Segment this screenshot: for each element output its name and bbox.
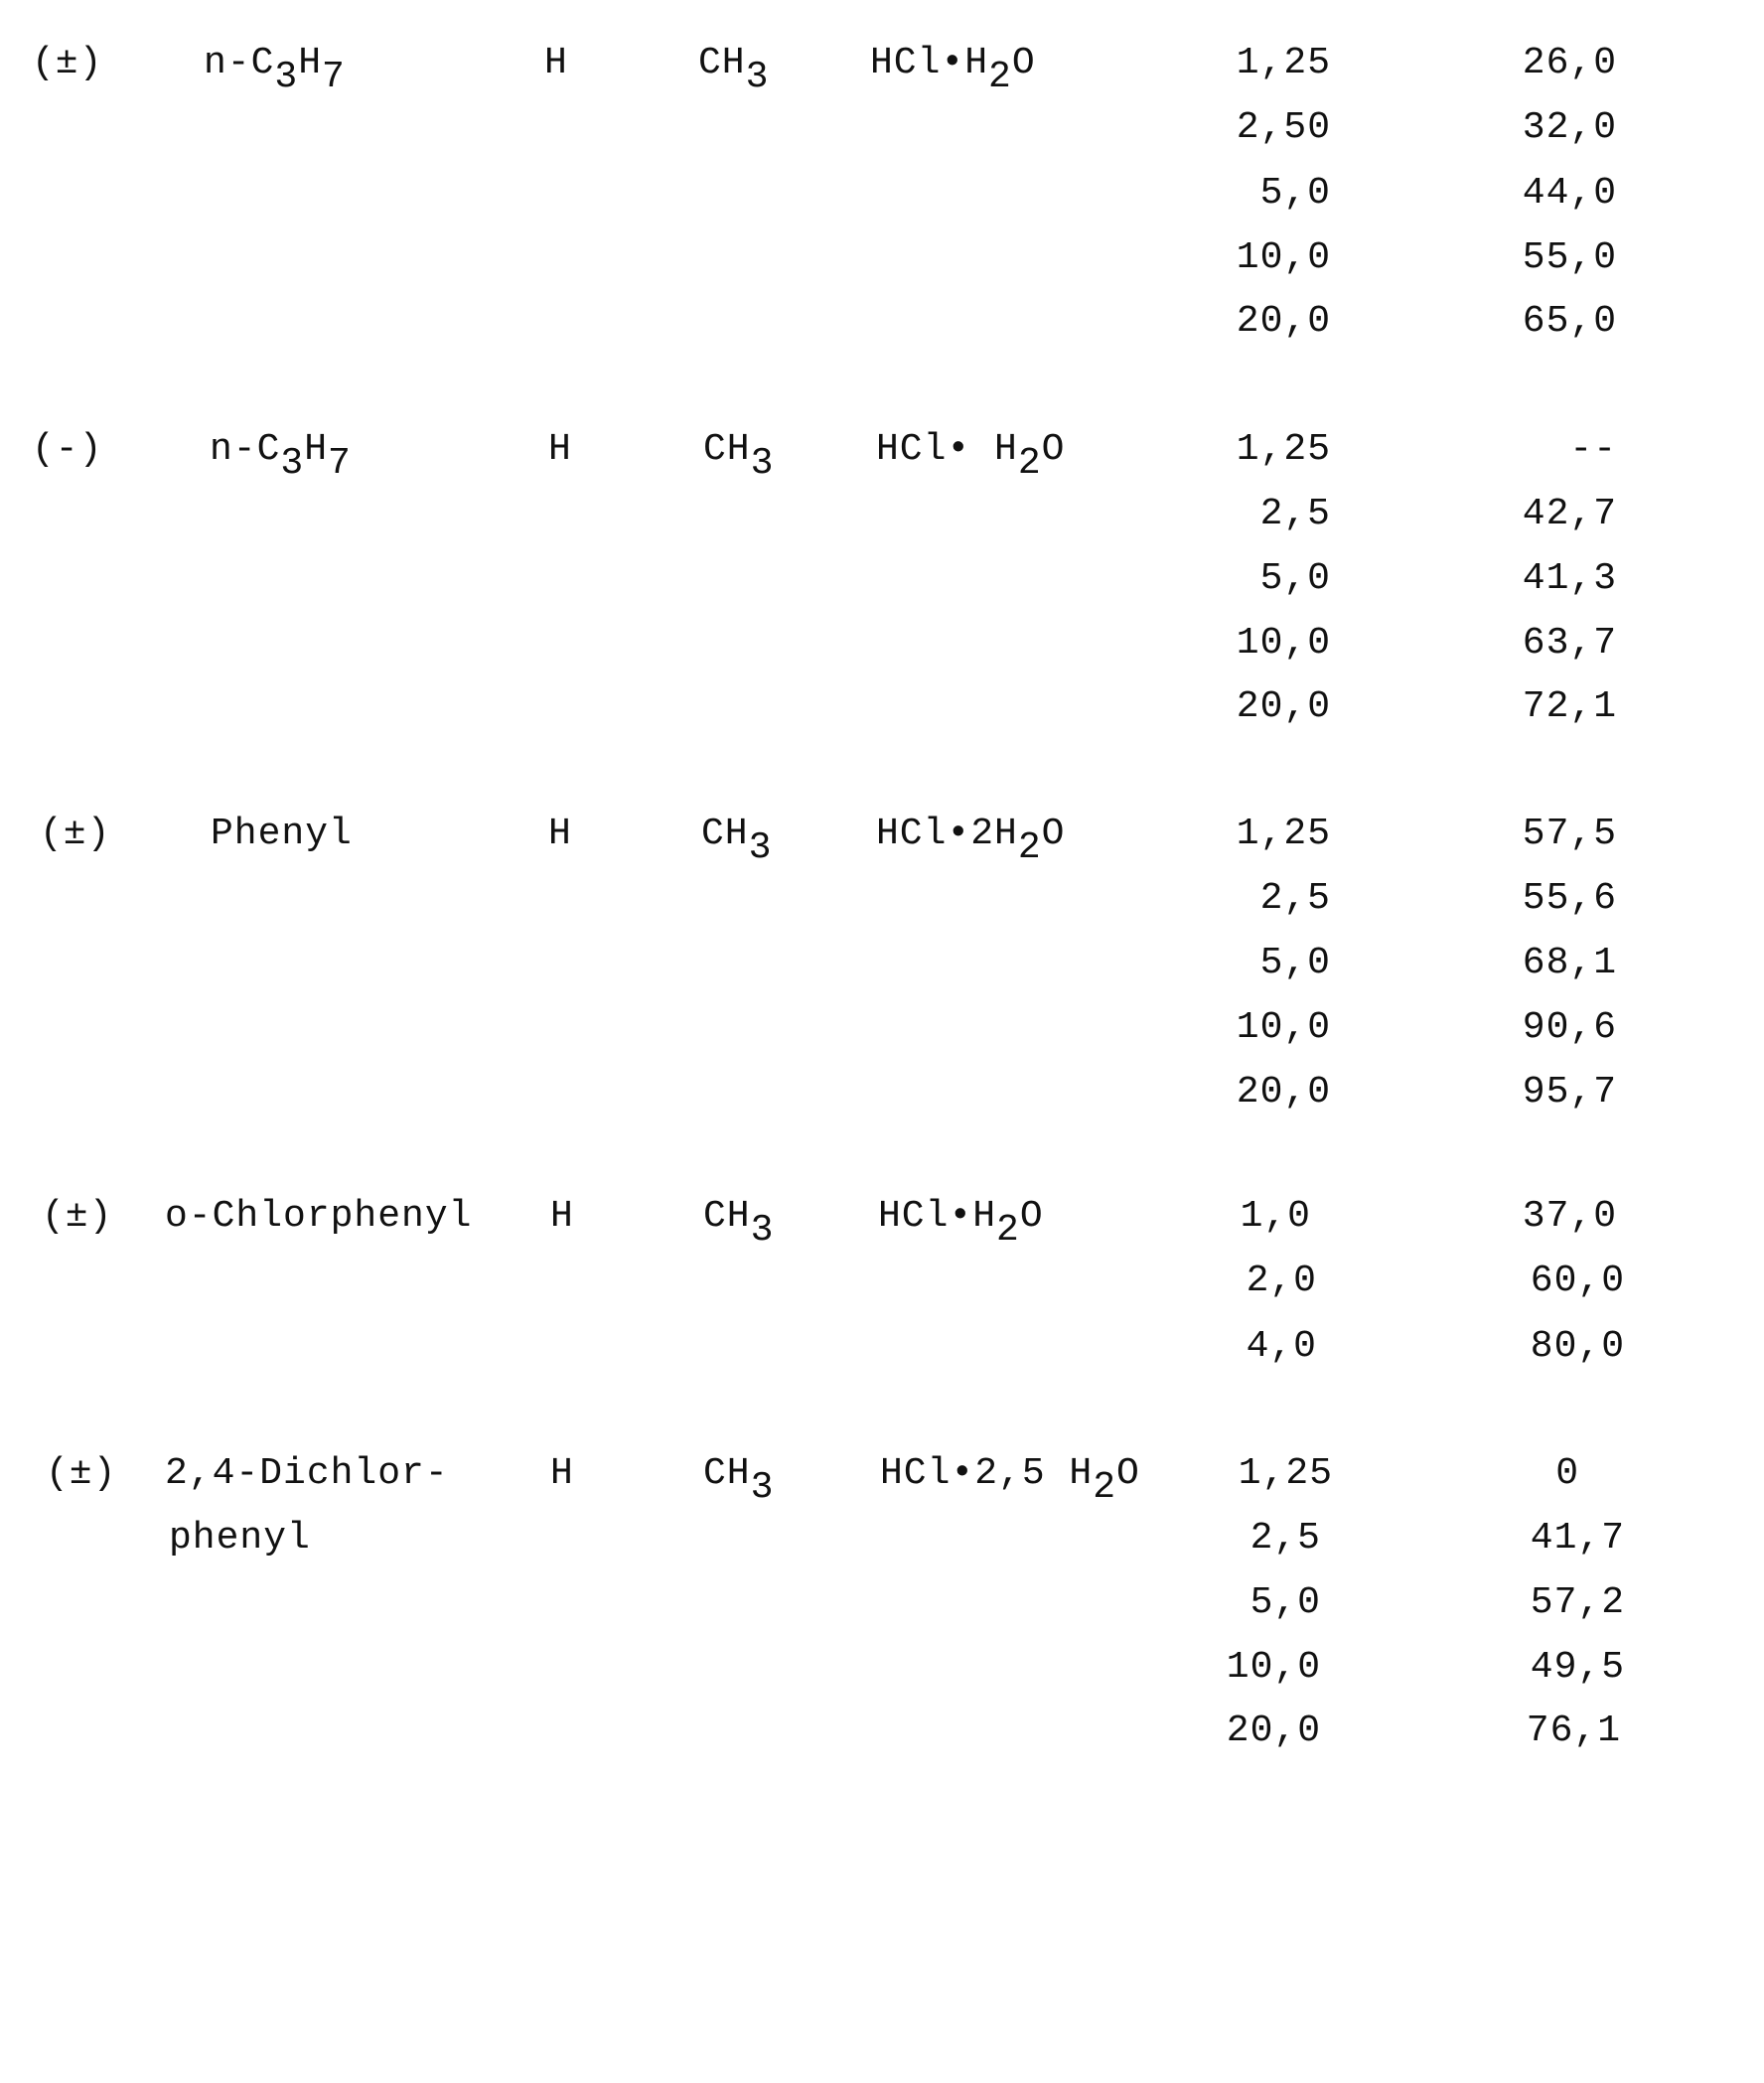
r3-subscript: 3 <box>750 442 775 485</box>
effect-value: 72,1 <box>1522 685 1617 728</box>
r1-substituent-line-1: 2,4-Dichlor- <box>165 1452 449 1495</box>
dose-value: 2,50 <box>1236 106 1331 149</box>
salt-form <box>870 42 1036 98</box>
dose-value: 10,0 <box>1236 622 1331 665</box>
dose-value: 4,0 <box>1246 1325 1317 1368</box>
r2-substituent: H <box>548 428 572 471</box>
r3-substituent <box>701 813 773 869</box>
effect-value: 60,0 <box>1530 1260 1625 1302</box>
dose-value: 1,25 <box>1236 428 1331 471</box>
r2-substituent: H <box>544 42 568 84</box>
effect-value: 32,0 <box>1522 106 1617 149</box>
dose-value: 2,5 <box>1259 493 1331 535</box>
effect-value: 80,0 <box>1530 1325 1625 1368</box>
salt-subscript: 2 <box>1093 1466 1117 1509</box>
dose-value: 2,0 <box>1246 1260 1317 1302</box>
r3-subscript: 3 <box>748 826 773 869</box>
effect-value: 63,7 <box>1522 622 1617 665</box>
effect-value: 44,0 <box>1522 172 1617 215</box>
dose-value: 1,25 <box>1236 813 1331 855</box>
r1-substituent <box>210 428 352 485</box>
salt-pre: HCl• H <box>876 428 1018 471</box>
effect-value: 65,0 <box>1522 300 1617 343</box>
effect-value: 42,7 <box>1522 493 1617 535</box>
dose-value: 10,0 <box>1226 1646 1321 1689</box>
effect-value: 55,0 <box>1522 236 1617 279</box>
dose-value: 5,0 <box>1250 1581 1321 1624</box>
stereo-label: (±) <box>40 813 111 855</box>
r1-mid: H <box>304 428 329 471</box>
stereo-label: (-) <box>32 428 103 471</box>
dose-value: 1,25 <box>1236 42 1331 84</box>
r3-main: CH <box>703 1452 751 1495</box>
salt-subscript: 2 <box>1017 826 1042 869</box>
salt-form <box>876 428 1066 485</box>
dose-value: 20,0 <box>1226 1710 1321 1752</box>
dose-value: 10,0 <box>1236 236 1331 279</box>
effect-value: 37,0 <box>1522 1195 1617 1238</box>
r2-substituent: H <box>550 1452 574 1495</box>
dose-value: 2,5 <box>1250 1517 1321 1560</box>
r1-subscript-2: 7 <box>328 442 352 485</box>
r1-substituent: Phenyl <box>211 813 353 855</box>
r1-main: n-C <box>210 428 281 471</box>
salt-post: O <box>1011 42 1036 84</box>
r1-mid: H <box>298 42 323 84</box>
salt-pre: HCl•2,5 H <box>880 1452 1094 1495</box>
dose-value: 5,0 <box>1259 172 1331 215</box>
effect-value: 41,3 <box>1522 557 1617 600</box>
dose-value: 20,0 <box>1236 1071 1331 1114</box>
dose-value: 10,0 <box>1236 1006 1331 1049</box>
effect-value: 76,1 <box>1526 1710 1621 1752</box>
effect-value: 95,7 <box>1522 1071 1617 1114</box>
effect-value: 26,0 <box>1522 42 1617 84</box>
effect-value: 0 <box>1555 1452 1579 1495</box>
r3-subscript: 3 <box>750 1209 775 1252</box>
effect-value: 57,2 <box>1530 1581 1625 1624</box>
r2-substituent: H <box>550 1195 574 1238</box>
r1-substituent: o-Chlorphenyl <box>165 1195 473 1238</box>
effect-value: 49,5 <box>1530 1646 1625 1689</box>
r1-subscript-2: 7 <box>322 56 346 98</box>
dose-value: 2,5 <box>1259 877 1331 920</box>
dose-value: 5,0 <box>1259 557 1331 600</box>
r3-subscript: 3 <box>745 56 770 98</box>
salt-subscript: 2 <box>988 56 1012 98</box>
r3-substituent <box>703 1452 775 1509</box>
r3-subscript: 3 <box>750 1466 775 1509</box>
salt-subscript: 2 <box>1017 442 1042 485</box>
dose-value: 20,0 <box>1236 300 1331 343</box>
r1-subscript-1: 3 <box>280 442 305 485</box>
dose-value: 20,0 <box>1236 685 1331 728</box>
effect-value: 57,5 <box>1522 813 1617 855</box>
salt-subscript: 2 <box>996 1209 1020 1252</box>
r3-main: CH <box>698 42 746 84</box>
r1-main: n-C <box>204 42 275 84</box>
salt-post: O <box>1019 1195 1044 1238</box>
salt-form <box>876 813 1066 869</box>
dose-value: 1,0 <box>1240 1195 1311 1238</box>
effect-value: 90,6 <box>1522 1006 1617 1049</box>
salt-pre: HCl•H <box>870 42 989 84</box>
salt-form <box>880 1452 1140 1509</box>
salt-post: O <box>1116 1452 1140 1495</box>
effect-value: -- <box>1569 428 1617 471</box>
dose-value: 5,0 <box>1259 942 1331 984</box>
stereo-label: (±) <box>42 1195 113 1238</box>
effect-value: 41,7 <box>1530 1517 1625 1560</box>
salt-form <box>878 1195 1044 1252</box>
salt-post: O <box>1041 428 1066 471</box>
r1-substituent <box>204 42 346 98</box>
r3-main: CH <box>701 813 749 855</box>
stereo-label: (±) <box>46 1452 117 1495</box>
r3-substituent <box>703 428 775 485</box>
salt-pre: HCl•2H <box>876 813 1018 855</box>
dose-value: 1,25 <box>1238 1452 1333 1495</box>
r3-substituent <box>698 42 770 98</box>
r2-substituent: H <box>548 813 572 855</box>
salt-post: O <box>1041 813 1066 855</box>
effect-value: 68,1 <box>1522 942 1617 984</box>
r3-main: CH <box>703 1195 751 1238</box>
effect-value: 55,6 <box>1522 877 1617 920</box>
salt-pre: HCl•H <box>878 1195 997 1238</box>
stereo-label: (±) <box>32 42 103 84</box>
r1-substituent-line-2: phenyl <box>169 1517 311 1560</box>
r3-substituent <box>703 1195 775 1252</box>
r1-subscript-1: 3 <box>274 56 299 98</box>
r3-main: CH <box>703 428 751 471</box>
